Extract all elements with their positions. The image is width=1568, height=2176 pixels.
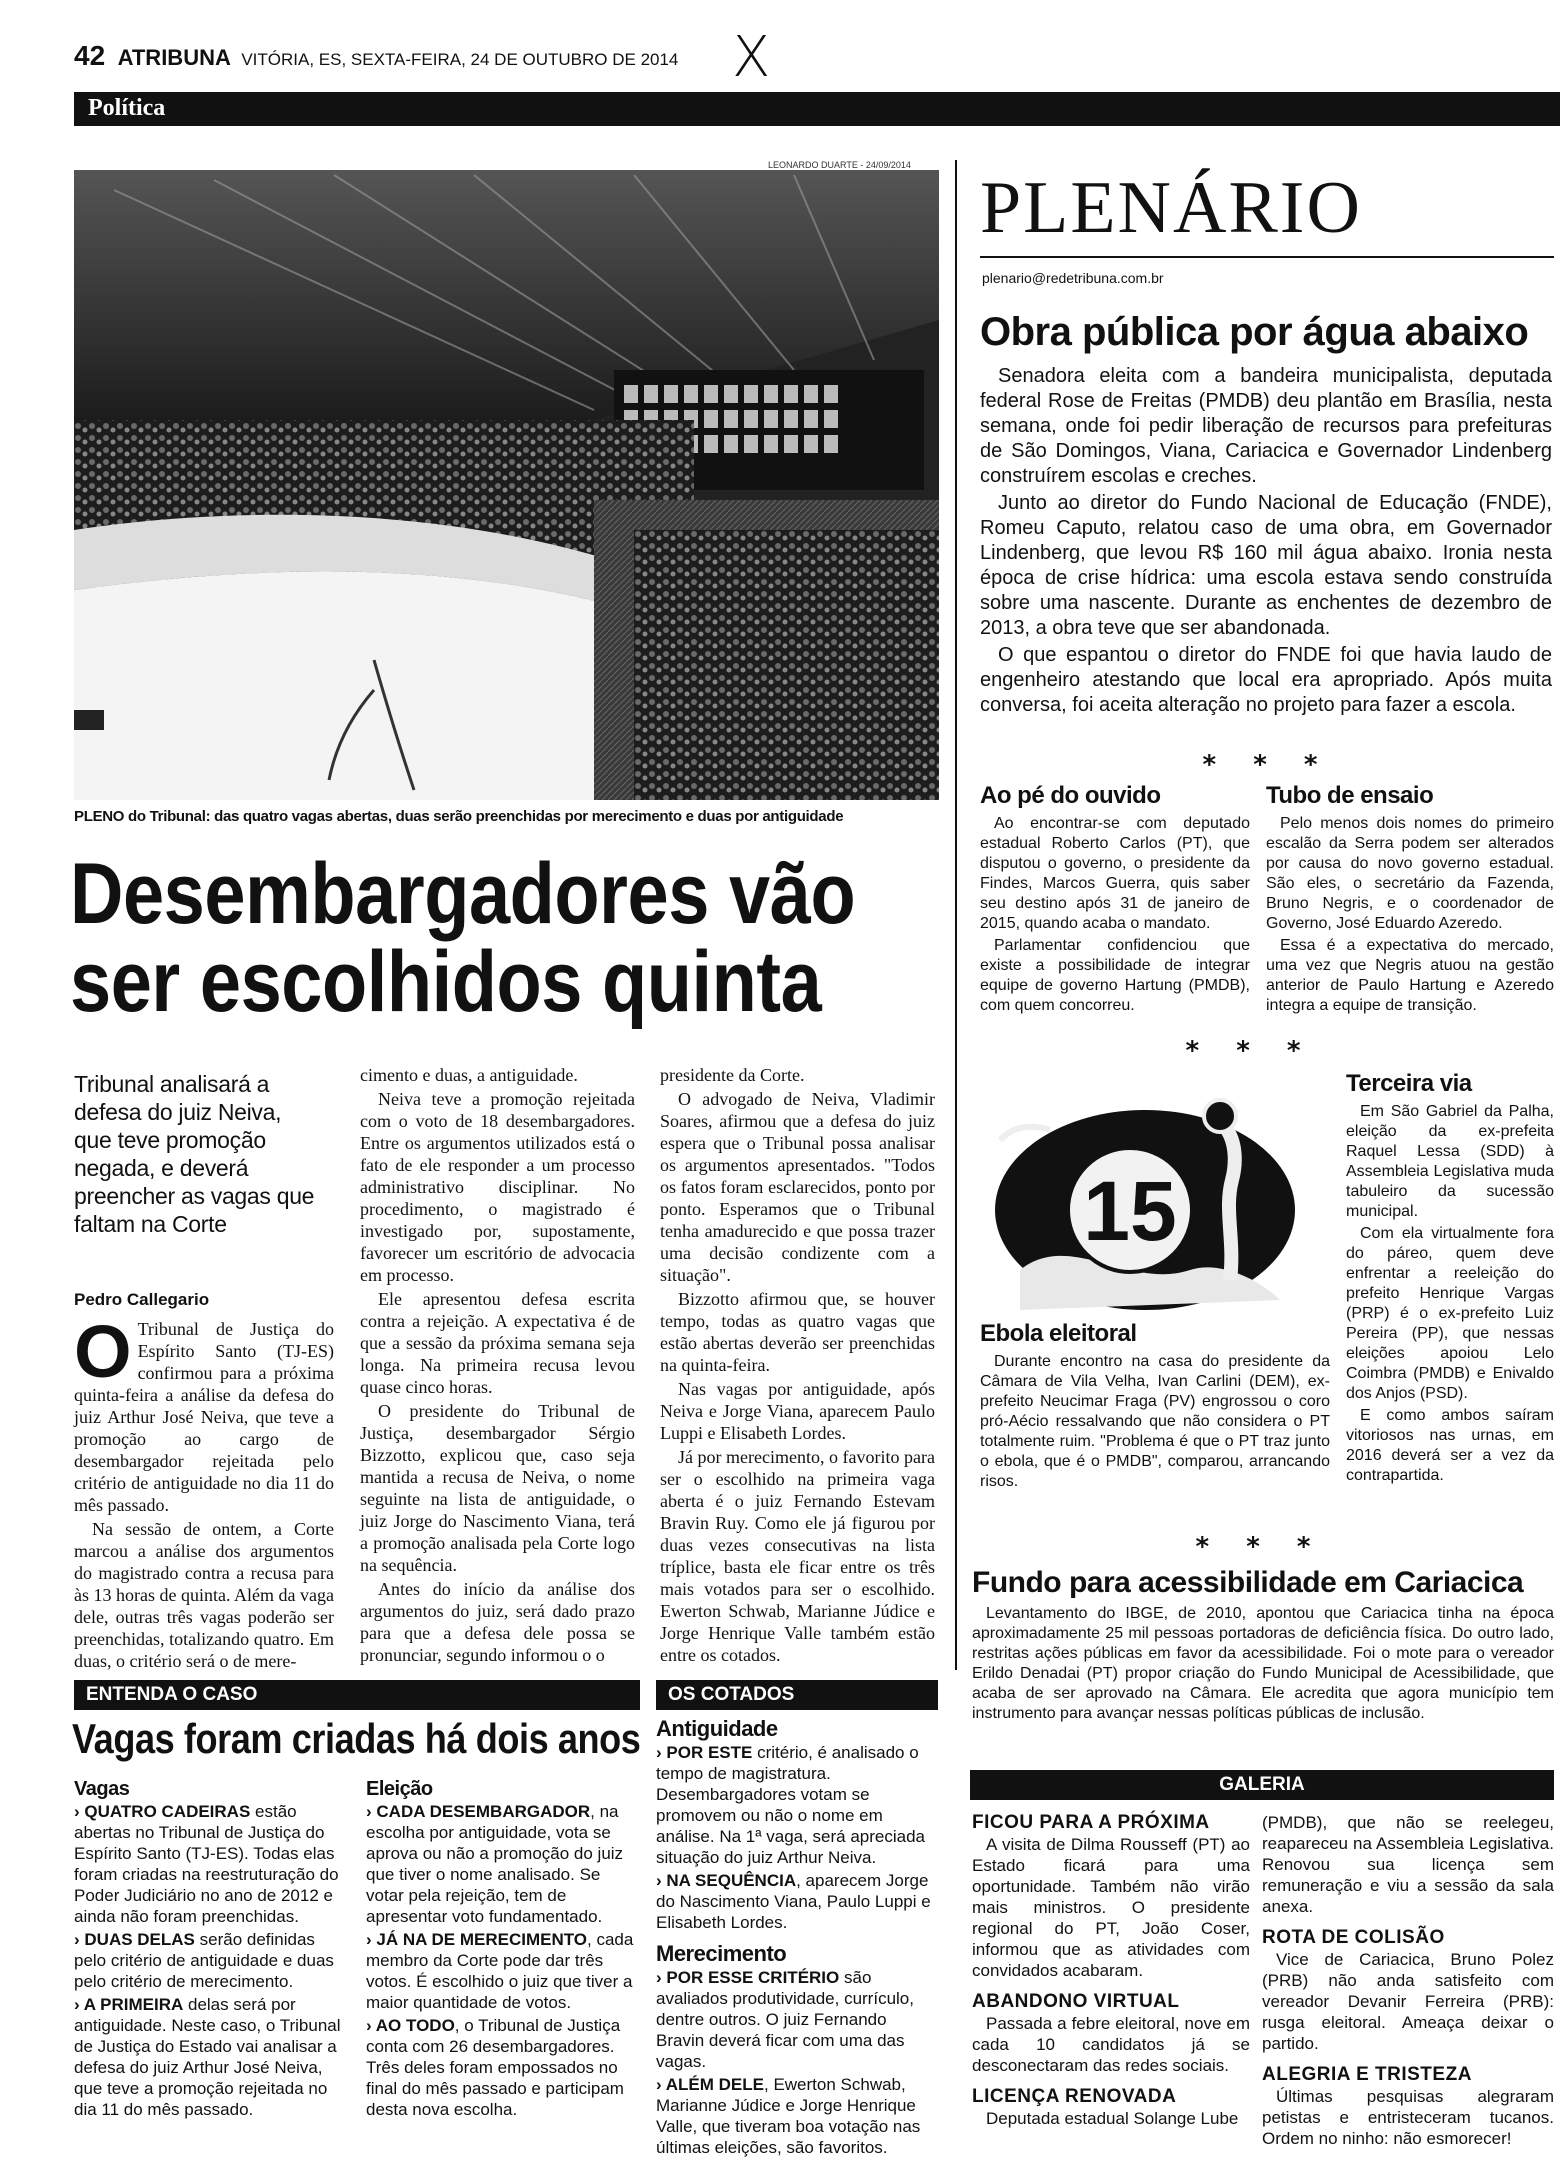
vagas-item: [74, 1994, 342, 2120]
photo-caption: [74, 808, 944, 825]
handwritten-mark: X: [732, 25, 771, 90]
tubo-para-1: Pelo menos dois nomes do primeiro escalão da Serra podem ser alterados por causa do novo governo estadual. São eles, o secretário da Fazenda, Bruno Negris, e o coordenador de Governo, José Eduardo Azeredo.: [1266, 815, 1554, 932]
galeria-right-column: [1262, 1812, 1554, 2159]
terceira-para-1: Em São Gabriel da Palha, eleição da ex-prefeita Raquel Lessa (SDD) à Assembleia Legislativa muda tabuleiro da sucessão municipal.: [1346, 1103, 1554, 1220]
merecimento-heading: Merecimento: [656, 1941, 787, 1966]
eleicao-item-lead: JÁ NA DE MERECIMENTO: [376, 1930, 588, 1949]
plenary-photo: [74, 170, 939, 800]
bullet-arrow-icon: ›: [366, 1930, 377, 1949]
merecimento-item: [656, 2074, 938, 2158]
headline-line-2: ser escolhidos quinta: [70, 934, 822, 1030]
antiguidade-item-lead: NA SEQUÊNCIA: [666, 1871, 797, 1890]
fundo-heading: Fundo para acessibilidade em Cariacica: [972, 1566, 1524, 1599]
col3-para-1: presidente da Corte.: [660, 1065, 805, 1085]
photo-credit: LEONARDO DUARTE - 24/09/2014: [768, 160, 911, 170]
eleicao-item: [366, 1929, 640, 2013]
galeria-item-text: Vice de Cariacica, Bruno Polez (PRB) não anda satisfeito com vereador Devanir Ferreira (PRB): rusga eleitoral. Ameaça deixar o partido.: [1262, 1950, 1554, 2053]
stars-divider-2: * * *: [1185, 1036, 1315, 1066]
eleicao-heading: Eleição: [366, 1778, 433, 1800]
vagas-item-lead: QUATRO CADEIRAS: [84, 1802, 251, 1821]
plenario-lead-para-3: O que espantou o diretor do FNDE foi que havia laudo de engenheiro atestando que local era apropriado. Após muita conversa, foi aceita alteração no projeto para fazer a escola.: [980, 644, 1552, 716]
col3-para-4: Nas vagas por antiguidade, após Neiva e Jorge Viana, aparecem Paulo Luppi e Elisabeth Lordes.: [660, 1379, 935, 1443]
bullet-arrow-icon: ›: [656, 2075, 666, 2094]
cotados-block: [656, 1716, 938, 2160]
vagas-heading: Vagas: [74, 1778, 130, 1800]
eleicao-item-text: , o Tribunal de Justiça conta com 26 desembargadores. Três deles foram empossados no final do mês passado e participam desta nova escolha.: [366, 2016, 624, 2119]
eleicao-block: [366, 1778, 640, 2122]
merecimento-item-text: , Ewerton Schwab, Marianne Júdice e Jorge Henrique Valle, que tiveram boa votação nas últimas eleições, são favoritos.: [656, 2075, 921, 2157]
eleicao-item: [366, 2015, 640, 2120]
galeria-tag-bar: [970, 1770, 1554, 1800]
dateline: VITÓRIA, ES, SEXTA-FEIRA, 24 DE OUTUBRO DE 2014: [241, 50, 679, 69]
merecimento-item-text: são avaliados produtividade, currículo, dentre outros. O juiz Fernando Bravin deverá ficar com uma das vagas.: [656, 1968, 914, 2071]
main-headline: [70, 846, 856, 1030]
bullet-arrow-icon: ›: [74, 1930, 85, 1949]
galeria-item: [1262, 2064, 1554, 2149]
antiguidade-item: [656, 1742, 938, 1868]
cotados-tag: OS COTADOS: [668, 1684, 795, 1705]
entenda-title: Vagas foram criadas há dois anos: [72, 1715, 641, 1762]
eleicao-item-text: , cada membro da Corte pode dar três votos. É escolhido o juiz que tiver a maior quantidade de votos.: [366, 1930, 634, 2012]
col1-para-1: Tribunal de Justiça do Espírito Santo (TJ-ES) confirmou para a próxima quinta-feira a análise da defesa do juiz Arthur José Neiva, que teve a promoção ao cargo de desembargador rejeitada pelo critério de antiguidade no dia 11 do mês passado.: [74, 1319, 334, 1515]
cartoon-graphic: [980, 1080, 1310, 1320]
col2-para-1: cimento e duas, a antiguidade.: [360, 1065, 578, 1085]
article-col-2: [360, 1064, 635, 1668]
plenario-lead-body: [980, 364, 1552, 720]
col2-para-2: Neiva teve a promoção rejeitada com o voto de 18 desembargadores. Entre os argumentos utilizados está o fato de ele responder a um processo administrativo disciplinar. No procedimento, o magistrado é investigado por, supostamente, favorecer um escritório de advocacia em processo.: [360, 1089, 635, 1285]
cartoon-number: 15: [1083, 1164, 1177, 1258]
galeria-item: [1262, 1812, 1554, 1917]
bullet-arrow-icon: ›: [74, 1802, 85, 1821]
tubo-heading: Tubo de ensaio: [1266, 782, 1434, 809]
plenario-lead-para-1: Senadora eleita com a bandeira municipalista, deputada federal Rose de Freitas (PMDB) deu plantão em Brasília, nesta semana, onde foi pedir liberação de recursos para prefeituras de São Domingos, Viana, Cariacica e Governador Lindenberg construírem escolas e creches.: [980, 365, 1552, 487]
photo-caption-lead: PLENO do Tribunal:: [74, 808, 211, 825]
article-deck: Tribunal analisará a defesa do juiz Neiva, que teve promoção negada, e deverá preencher as vagas que faltam na Corte: [74, 1071, 315, 1237]
merecimento-item-lead: ALÉM DELE: [665, 2075, 764, 2094]
plenario-email: plenario@redetribuna.com.br: [982, 270, 1164, 286]
galeria-item-text: Passada a febre eleitoral, nove em cada 10 candidatos já se desconectaram das redes sociais.: [972, 2014, 1250, 2075]
bullet-arrow-icon: ›: [656, 1968, 667, 1987]
tubo-para-2: Essa é a expectativa do mercado, uma vez que Negris atuou na gestão anterior de Paulo Hartung e Azeredo integra a equipe de transição.: [1266, 937, 1554, 1014]
article-byline: Pedro Callegario: [74, 1290, 210, 1309]
antiguidade-item: [656, 1870, 938, 1933]
page-header: [74, 40, 1124, 74]
galeria-tag: GALERIA: [1219, 1774, 1305, 1795]
vagas-item-text: estão abertas no Tribunal de Justiça do Espírito Santo (TJ-ES). Todas elas foram criadas na reestruturação do Poder Judiciário no ano de 2012 e ainda não foram preenchidas.: [74, 1802, 339, 1926]
galeria-item: [972, 1812, 1250, 1981]
antiguidade-item-lead: POR ESTE: [666, 1743, 753, 1762]
bullet-arrow-icon: ›: [366, 1802, 377, 1821]
bullet-arrow-icon: ›: [656, 1871, 667, 1890]
plenary-photo-graphic: [74, 170, 939, 800]
eleicao-item-lead: CADA DESEMBARGADOR: [376, 1802, 591, 1821]
fundo-block: [972, 1566, 1554, 1726]
entenda-tag: ENTENDA O CASO: [86, 1684, 258, 1705]
col3-para-5: Já por merecimento, o favorito para ser o escolhido na primeira vaga aberta é o juiz Fernando Estevam Bravin Ruy. Como ele já figurou por duas vezes consecutivas na lista tríplice, basta ele ficar entre os três mais votados para ser o escolhido. Ewerton Schwab, Marianne Júdice e Jorge Henrique Valle também estão entre os cotados.: [660, 1447, 935, 1665]
galeria-left-column: [972, 1812, 1250, 2139]
galeria-item: [972, 2086, 1250, 2129]
antiguidade-item-text: critério, é analisado o tempo de magistratura. Desembargadores votam se promovem ou não o nome em análise. Na 1ª vaga, será apreciada situação do juiz Arthur Neiva.: [656, 1743, 926, 1867]
antiguidade-list: [656, 1742, 938, 1933]
terceira-para-3: E como ambos saíram vitoriosos nas urnas, em 2016 deverá ser a vez da contrapartida.: [1346, 1407, 1554, 1484]
vagas-item-text: delas será por antiguidade. Neste caso, o Tribunal de Justiça do Estado vai analisar a defesa do juiz Arthur José Neiva, que teve a promoção rejeitada no dia 11 do mês passado.: [74, 1995, 341, 2119]
galeria-item-heading: FICOU PARA A PRÓXIMA: [972, 1812, 1210, 1833]
photo-caption-text: das quatro vagas abertas, duas serão preenchidas por merecimento e duas por antiguidade: [210, 808, 844, 825]
plenario-rule: [980, 256, 1554, 258]
merecimento-item: [656, 1967, 938, 2072]
galeria-item-heading: ROTA DE COLISÃO: [1262, 1927, 1445, 1948]
col3-para-3: Bizzotto afirmou que, se houver tempo, todas as quatro vagas que estão abertas deverão ser preenchidas na quinta-feira.: [660, 1289, 935, 1375]
galeria-item-heading: ALEGRIA E TRISTEZA: [1262, 2064, 1472, 2085]
plenario-title: PLENÁRIO: [980, 167, 1362, 249]
tubo-block: [1266, 782, 1554, 1018]
merecimento-list: [656, 1967, 938, 2158]
column-divider: [955, 160, 957, 1670]
col2-para-3: Ele apresentou defesa escrita contra a rejeição. A expectativa é de que a sessão da próxima semana seja longa. Na primeira recusa levou quase cinco horas.: [360, 1289, 635, 1397]
ebola-para-1: Durante encontro na casa do presidente da Câmara de Vila Velha, Ivan Carlini (DEM), ex-prefeito Neucimar Fraga (PV) engrossou o coro pró-Aécio ressalvando que não considera o PT totalmente ruim. "Problema é que o PT traz junto o ebola, que é o PMDB", comparou, arrancando risos.: [980, 1353, 1330, 1490]
eleicao-list: [366, 1801, 640, 2120]
vagas-item-text: serão definidas pelo critério de antiguidade e duas pelo critério de merecimento.: [74, 1930, 334, 1991]
vagas-item-lead: A PRIMEIRA: [83, 1995, 184, 2014]
col3-para-2: O advogado de Neiva, Vladimir Soares, afirmou que a defesa do juiz espera que o Tribunal possa analisar os argumentos apresentados. "Todos os fatos foram esclarecidos, ponto por ponto. Esperamos que o Tribunal tenha amadurecido e que possa trazer uma decisão condizente com a situação".: [660, 1089, 935, 1285]
galeria-item: [1262, 1927, 1554, 2054]
col1-para-2: Na sessão de ontem, a Corte marcou a análise dos argumentos do magistrado contra a recusa para às 13 horas de quinta. Além da vaga dele, outras três vagas poderão ser preenchidas, totalizando quatro. Em duas, o critério será o de mere-: [74, 1519, 334, 1671]
page-number: 42: [74, 40, 106, 71]
cartoon-illustration: [980, 1080, 1310, 1320]
vagas-list: [74, 1801, 342, 2120]
ouvido-heading: Ao pé do ouvido: [980, 782, 1161, 809]
plenario-lead-heading: Obra pública por água abaixo: [980, 310, 1529, 354]
plenario-lead-para-2: Junto ao diretor do Fundo Nacional de Educação (FNDE), Romeu Caputo, relatou caso de uma obra, em Governador Lindenberg, que levou R$ 160 mil água abaixo. Ironia nesta época de crise hídrica: uma escola estava sendo construída sobre uma nascente. Durante as enchentes de dezembro de 2013, a obra teve que ser abandonada.: [980, 492, 1552, 639]
bullet-arrow-icon: ›: [366, 2016, 376, 2035]
galeria-item-text: Deputada estadual Solange Lube: [986, 2109, 1239, 2128]
col2-para-4: O presidente do Tribunal de Justiça, desembargador Sérgio Bizzotto, explicou que, caso seja mantida a recusa de Neiva, o nome seguinte na lista de antiguidade, o juiz Jorge do Nascimento Viana, terá a promoção analisada pela Corte logo na sequência.: [360, 1401, 635, 1575]
ouvido-para-2: Parlamentar confidenciou que existe a possibilidade de integrar equipe de governo Hartung (PMDB), com quem concorreu.: [980, 937, 1250, 1014]
stars-divider-3: * * *: [1195, 1532, 1325, 1562]
headline-line-1: Desembargadores vão: [70, 846, 856, 942]
ouvido-para-1: Ao encontrar-se com deputado estadual Roberto Carlos (PT), que disputou o governo, o presidente da Findes, Marcos Guerra, quis saber seu destino após 31 de janeiro de 2015, quando acaba o mandato.: [980, 815, 1250, 932]
galeria-item-heading: LICENÇA RENOVADA: [972, 2086, 1177, 2107]
vagas-block: [74, 1778, 342, 2122]
bullet-arrow-icon: ›: [74, 1995, 84, 2014]
antiguidade-item-text: , aparecem Jorge do Nascimento Viana, Paulo Luppi e Elisabeth Lordes.: [656, 1871, 931, 1932]
cotados-tag-bar: [656, 1680, 938, 1710]
bullet-arrow-icon: ›: [656, 1743, 667, 1762]
antiguidade-heading: Antiguidade: [656, 1716, 778, 1741]
galeria-item-heading: ABANDONO VIRTUAL: [972, 1991, 1180, 2012]
vagas-item-lead: DUAS DELAS: [84, 1930, 195, 1949]
brand-name: ATRIBUNA: [117, 45, 231, 70]
vagas-item: [74, 1929, 342, 1992]
merecimento-item-lead: POR ESSE CRITÉRIO: [666, 1968, 840, 1987]
galeria-item-text: A visita de Dilma Rousseff (PT) ao Estado ficará para uma oportunidade. Também não virão mais ministros. O presidente regional do PT, João Coser, informou que as atividades com convidados acabaram.: [972, 1835, 1250, 1980]
entenda-tag-bar: [74, 1680, 640, 1710]
terceira-heading: Terceira via: [1346, 1070, 1472, 1097]
stars-divider-1: * * *: [1202, 750, 1332, 780]
article-col-3: [660, 1064, 935, 1668]
section-label: Política: [88, 95, 166, 121]
fundo-para-1: Levantamento do IBGE, de 2010, apontou que Cariacica tinha na época aproximadamente 25 mil pessoas portadoras de deficiência física. Do outro lado, restritas ações públicas em favor da acessibilidade. Foi o mote para o vereador Erildo Denadai (PT) propor criação do Fundo Municipal de Acessibilidade, que acaba de ser aprovado na Câmara. Ele acredita que agora município tem instrumento para avançar nessas políticas públicas de inclusão.: [972, 1605, 1554, 1722]
col2-para-5: Antes do início da análise dos argumentos do juiz, será dado prazo para que a defesa dele possa se pronunciar, segundo informou o o: [360, 1579, 635, 1665]
section-bar: [74, 92, 1560, 126]
article-col-1: [74, 1310, 334, 1674]
dropcap: O: [74, 1310, 132, 1393]
eleicao-item-text: , na escolha por antiguidade, vota se aprova ou não a promoção do juiz que tiver o nome analisado. Se votar pela rejeição, tem de apresentar voto fundamentado.: [366, 1802, 624, 1926]
eleicao-item-lead: AO TODO: [375, 2016, 455, 2035]
galeria-item: [972, 1991, 1250, 2076]
terceira-para-2: Com ela virtualmente fora do páreo, quem deve enfrentar a reeleição do prefeito Henrique Vargas (PRP) é o ex-prefeito Luiz Pereira (PP), que nessas eleições apoiou Lelo Coimbra (PMDB) e Enivaldo dos Anjos (PSD).: [1346, 1225, 1554, 1402]
vagas-item: [74, 1801, 342, 1927]
galeria-item-text: (PMDB), que não se reelegeu, reapareceu na Assembleia Legislativa. Renovou sua licença sem remuneração e viu a sessão da sala anexa.: [1262, 1813, 1554, 1916]
eleicao-item: [366, 1801, 640, 1927]
ebola-block: [980, 1320, 1330, 1494]
ebola-heading: Ebola eleitoral: [980, 1320, 1137, 1347]
terceira-block: [1346, 1070, 1554, 1488]
ouvido-block: [980, 782, 1250, 1018]
galeria-item-text: Últimas pesquisas alegraram petistas e entristeceram tucanos. Ordem no ninho: não esmorecer!: [1262, 2087, 1554, 2148]
